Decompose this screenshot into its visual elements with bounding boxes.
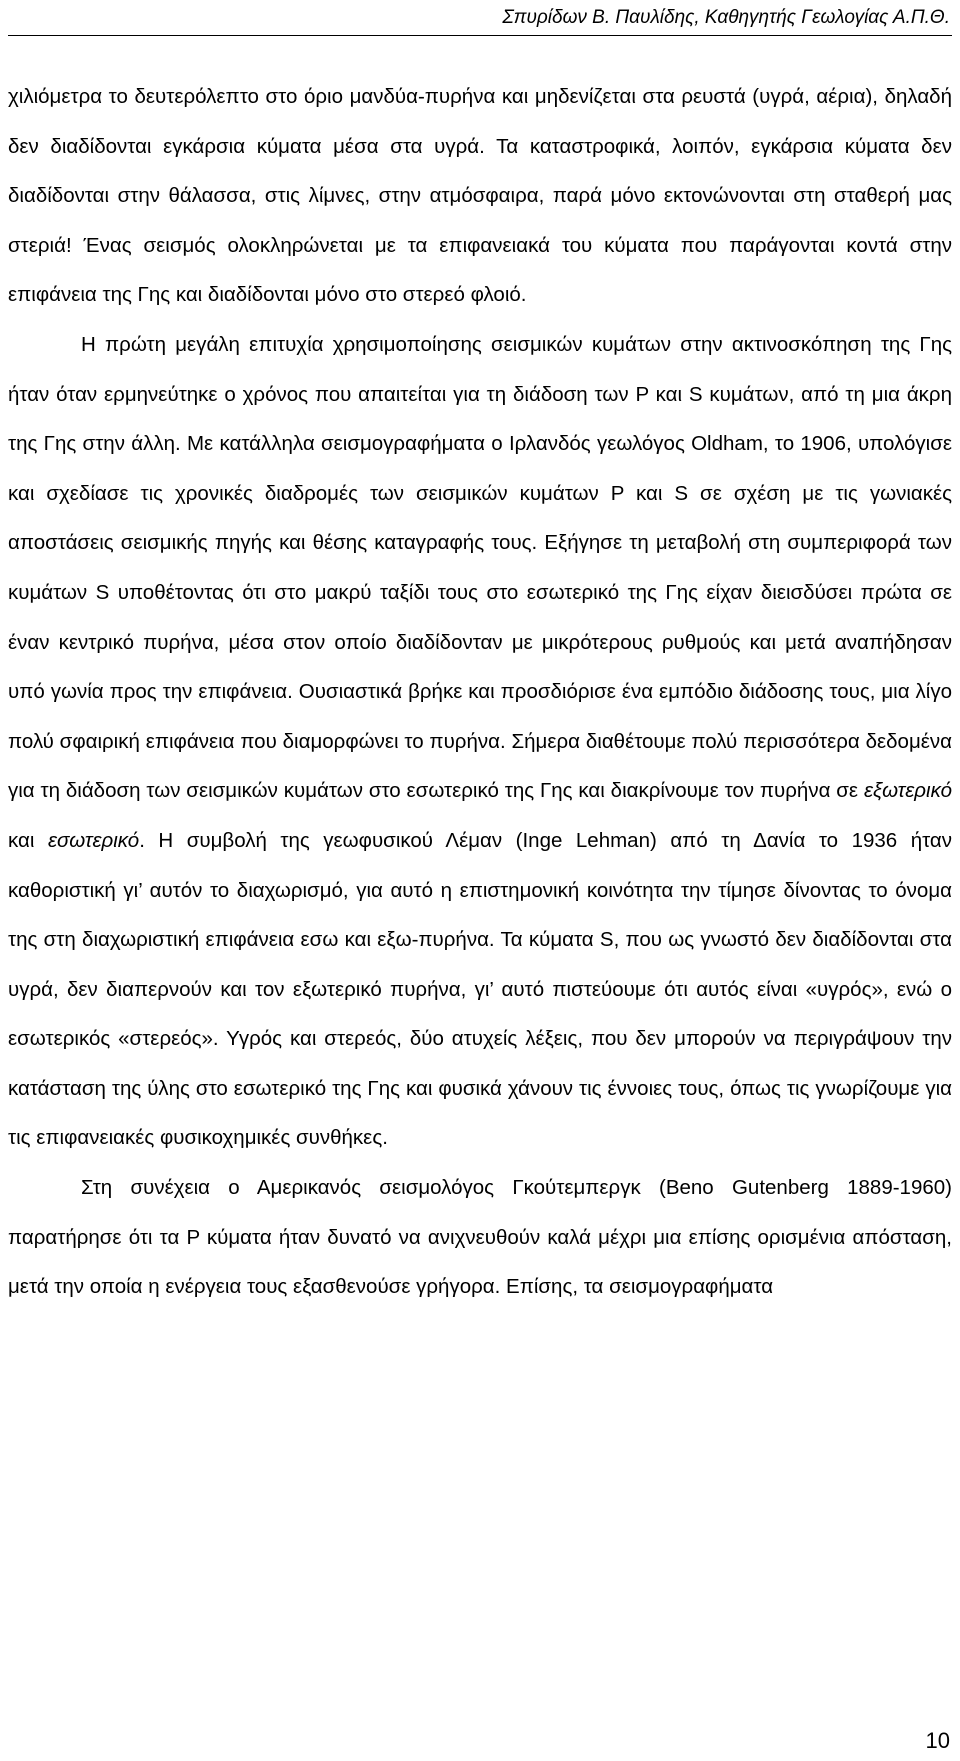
paragraph-3 <box>8 1163 952 1312</box>
page-header: Σπυρίδων Β. Παυλίδης, Καθηγητής Γεωλογίας Α.Π.Θ. <box>502 7 950 28</box>
page-number: 10 <box>925 1728 950 1753</box>
paragraph-2-text-a: Η πρώτη μεγάλη επιτυχία χρησιμοποίησης σεισμικών κυμάτων στην ακτινοσκόπηση της Γης ήταν όταν ερμηνεύτηκε ο χρόνος που απαιτείται για τη διάδοση των P και S κυμάτων, από τη μια άκρη της Γης στην άλλη. Με κατάλληλα σεισμογραφήματα ο Ιρλανδός γεωλόγος Oldham, το 1906, υπολόγισε και σχεδίασε τις χρονικές διαδρομές των σεισμικών κυμάτων P και S σε σχέση με τις γωνιακές αποστάσεις σεισμικής πηγής και θέσης καταγραφής τους. Εξήγησε τη μεταβολή στη συμπεριφορά των κυμάτων S υποθέτοντας ότι στο μακρύ ταξίδι τους στο εσωτερικό της Γης είχαν διεισδύσει πρώτα σε έναν κεντρικό πυρήνα, μέσα στον οποίο διαδίδονταν με μικρότερους ρυθμούς και μετά αναπήδησαν υπό γωνία προς την επιφάνεια. Ουσιαστικά βρήκε και προσδιόρισε ένα εμπόδιο διάδοσης τους, μια λίγο πολύ σφαιρική επιφάνεια που διαμορφώνει το πυρήνα. Σήμερα διαθέτουμε πολύ περισσότερα δεδομένα για τη διάδοση των σεισμικών κυμάτων στο εσωτερικό της Γης και διακρίνουμε τον πυρήνα σε <box>8 332 952 803</box>
term-outer-core: εξωτερικό <box>863 779 952 803</box>
paragraph-3-text: Στη συνέχεια ο Αμερικανός σεισμολόγος Γκούτεμπεργκ (Beno Gutenberg 1889-1960) παρατήρησε ότι τα P κύματα ήταν δυνατό να ανιχνευθούν καλά μέχρι μια επίσης ορισμένια απόσταση, μετά την οποία η ενέργεια τους εξασθενούσε γρήγορα. Επίσης, τα σεισμογραφήματα <box>8 1176 952 1299</box>
term-inner-core: εσωτερικό <box>47 828 140 852</box>
header-rule <box>8 35 952 36</box>
paragraph-2-text-b: και <box>8 828 48 852</box>
paragraph-1 <box>8 72 952 320</box>
paragraph-2 <box>8 320 952 1163</box>
paragraph-1-text: χιλιόμετρα το δευτερόλεπτο στο όριο μανδύα-πυρήνα και μηδενίζεται στα ρευστά (υγρά, αέρια), δηλαδή δεν διαδίδονται εγκάρσια κύματα μέσα στα υγρά. Τα καταστροφικά, λοιπόν, εγκάρσια κύματα δεν διαδίδονται στην θάλασσα, στις λίμνες, στην ατμόσφαιρα, παρά μόνο εκτονώνονται στη σταθερή μας στεριά! Ένας σεισμός ολοκληρώνεται με τα επιφανειακά του κύματα που παράγονται κοντά στην επιφάνεια της Γης και διαδίδονται μόνο στο στερεό φλοιό. <box>8 85 952 307</box>
paragraph-2-text-c: . Η συμβολή της γεωφυσικού Λέμαν (Inge Lehman) από τη Δανία το 1936 ήταν καθοριστική γι’ αυτόν το διαχωρισμό, για αυτό η επιστημονική κοινότητα την τίμησε δίνοντας το όνομα της στη διαχωριστική επιφάνεια εσω και εξω-πυρήνα. Τα κύματα S, που ως γνωστό δεν διαδίδονται στα υγρά, δεν διαπερνούν και τον εξωτερικό πυρήνα, γι’ αυτό πιστεύουμε ότι αυτός είναι «υγρός», ενώ ο εσωτερικός «στερεός». Υγρός και στερεός, δύο ατυχείς λέξεις, που δεν μπορούν να περιγράψουν την κατάσταση της ύλης στο εσωτερικό της Γης και φυσικά χάνουν τις έννοιες τους, όπως τις γνωρίζουμε για τις επιφανειακές φυσικοχημικές συνθήκες. <box>8 828 952 1150</box>
body-text <box>8 72 952 1312</box>
